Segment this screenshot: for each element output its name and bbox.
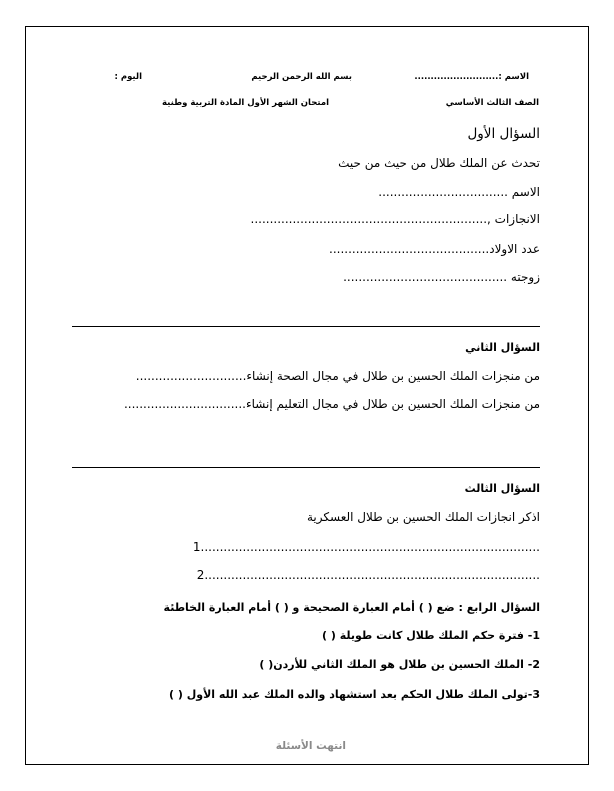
footer-end-text: انتهت الأسئلة [275,740,346,752]
q4-item-3: 3-تولى الملك طلال الحكم بعد استشهاد والده الملك عبد الله الأول ( ) [169,688,540,701]
q1-title: السؤال الأول [467,126,540,142]
divider-1 [72,326,540,327]
q2-title: السؤال الثاني [465,341,540,354]
q1-prompt: تحدث عن الملك طلال من حيث من حيث [338,156,540,170]
exam-title: امتحان الشهر الأول المادة التربية وطنية [161,98,329,108]
q1-line-name: الاسم .................................. [378,185,540,199]
name-label: الاسم :.......................... [414,72,529,82]
q1-line-wife: زوجته ........................................... [343,270,540,284]
q2-line-education: من منجزات الملك الحسين بن طلال في مجال التعليم إنشاء................................ [123,397,540,411]
basmala: بسم الله الرحمن الرحيم [251,72,352,82]
q3-title: السؤال الثالث [464,482,540,495]
q2-line-health: من منجزات الملك الحسين بن طلال في مجال الصحة إنشاء............................. [135,369,540,383]
q1-line-children: عدد الاولاد.......................................... [329,242,540,256]
divider-2 [72,467,540,468]
q4-title: السؤال الرابع : ضع ( ) أمام العبارة الصحيحة و ( ) أمام العبارة الخاطئة [163,601,540,614]
q1-line-achievements: الانجازات ,.............................................................. [250,212,540,226]
q3-line-1: 1......................................................................................... [192,540,540,554]
q3-prompt: اذكر انجازات الملك الحسين بن طلال العسكرية [306,510,540,524]
q3-line-2: 2........................................................................................ [196,568,540,582]
q4-item-1: 1- فترة حكم الملك طلال كانت طويلة ( ) [321,629,540,642]
grade-label: الصف الثالث الأساسي [445,98,539,108]
q4-item-2: 2- الملك الحسين بن طلال هو الملك الثاني للأردن( ) [259,658,540,671]
day-label: اليوم : [114,72,142,82]
